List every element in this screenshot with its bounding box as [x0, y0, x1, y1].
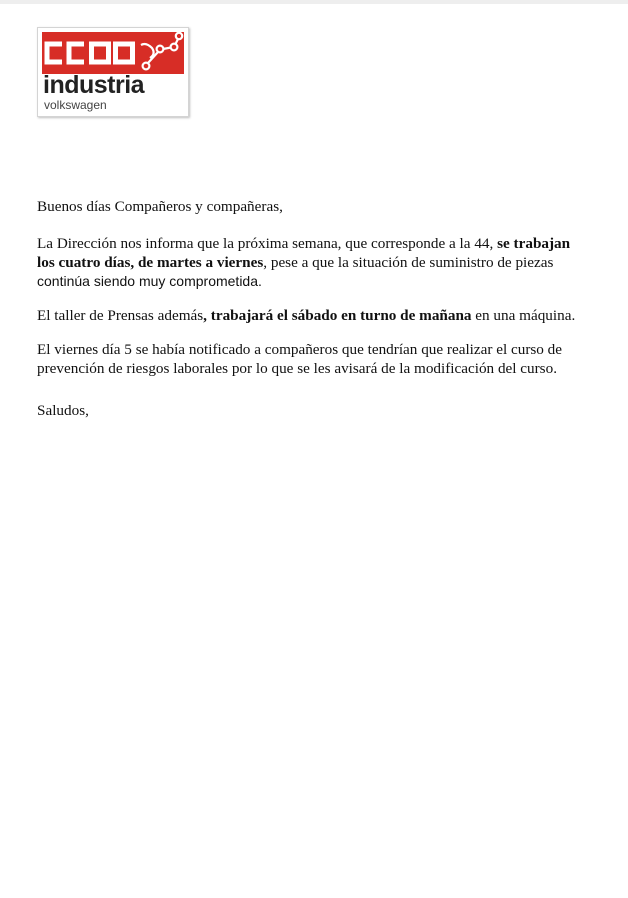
ccoo-industria-logo — [37, 27, 189, 117]
paragraph-prensas — [37, 306, 585, 325]
paragraph-curso: El viernes día 5 se había notificado a compañeros que tendrían que realizar el curso de prevención de riesgos laborales por lo que se les avisará de la modificación del curso. — [37, 341, 563, 377]
closing: Saludos, — [37, 402, 89, 419]
paragraph-schedule-text-c: , pese a que la situación de suministro de piezas — [263, 254, 554, 271]
paragraph-schedule-bold: se trabajan los cuatro días, de martes a viernes — [37, 235, 571, 271]
greeting: Buenos días Compañeros y compañeras, — [37, 198, 283, 215]
paragraph-prensas-text-a: El taller de Prensas además — [37, 307, 204, 324]
paragraph-schedule — [37, 234, 585, 291]
paragraph-schedule-text-a: La Dirección nos informa que la próxima semana, que corresponde a la 44, — [37, 235, 498, 252]
paragraph-prensas-bold: , trabajará el sábado en turno de mañana — [203, 307, 472, 324]
paragraph-prensas-text-c: en una máquina. — [471, 307, 576, 324]
logo-brand-text: industria — [43, 71, 145, 99]
ccoo-logo-graphic — [42, 32, 184, 74]
paragraph-schedule-text-d: continúa siendo muy comprometida. — [37, 273, 262, 289]
letter-body — [37, 197, 585, 437]
ccoo-logo-mark — [42, 32, 184, 74]
top-strip — [0, 0, 628, 4]
logo-subtitle: volkswagen — [44, 98, 107, 112]
